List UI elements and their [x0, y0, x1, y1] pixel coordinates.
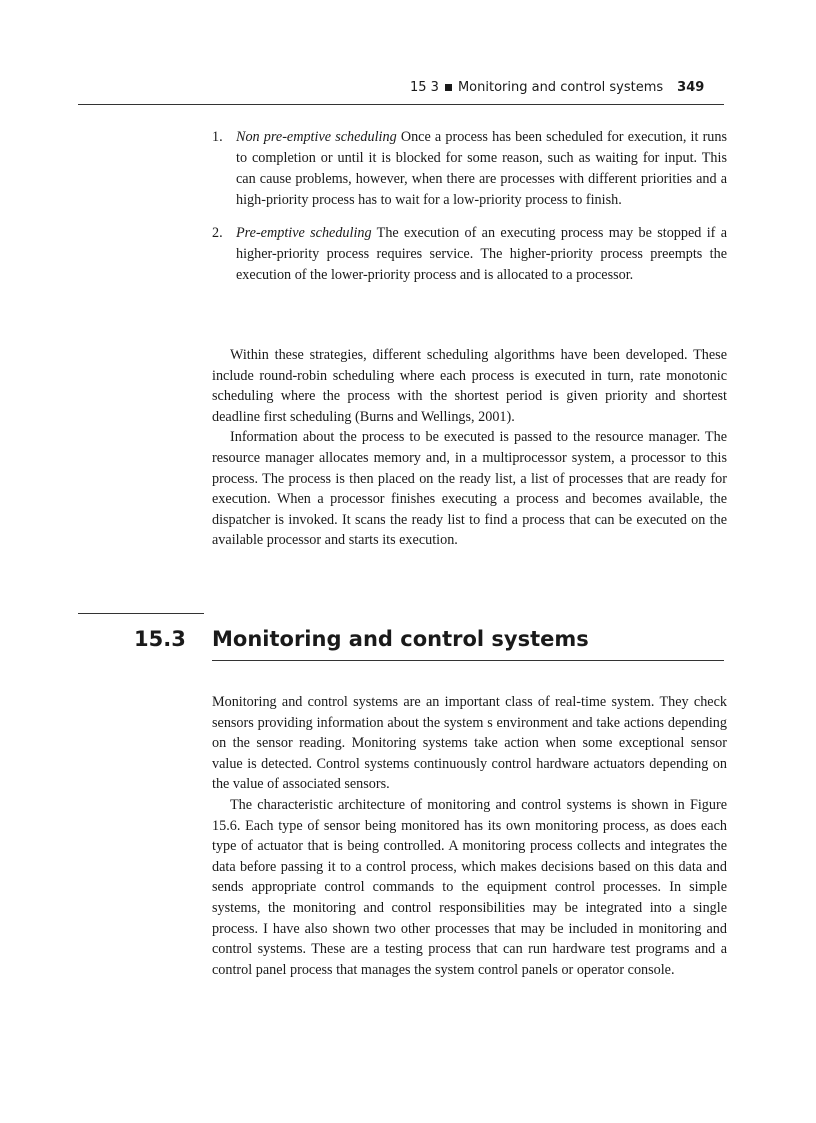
running-head: [410, 79, 723, 97]
page-number: 349: [677, 80, 705, 95]
running-head-title: Monitoring and control systems: [457, 80, 664, 95]
paragraph: Within these strategies, different scheduling algorithms have been developed. These include round-robin scheduling where each process is executed in turn, rate monotonic scheduling where the process with the shortest period is given priority and shortest deadline first scheduling (Burns and Wellings, 2001).: [212, 347, 727, 425]
paragraph: The characteristic architecture of monitoring and control systems is shown in Figure 15.6. Each type of sensor being monitored has its own monitoring process, as does each type of actuator that is being controlled. A monitoring process collects and integrates the data before passing it to a control process, which makes decisions based on this data and sends appropriate control commands to the equipment control processes. In simple systems, the monitoring and control responsibilities may be integrated into a single process. I have also shown two other processes that may be included in monitoring and control systems. These are a testing process that can run hardware test programs and a control panel process that manages the system control panels or operator console.: [212, 796, 727, 978]
header-rule: [78, 104, 724, 105]
running-head-section: 15 3: [410, 80, 439, 95]
section-title: Monitoring and control systems: [212, 627, 589, 651]
list-item-term: Pre-emptive scheduling: [236, 225, 372, 241]
body-text-upper: [212, 345, 727, 551]
list-item-number: 2.: [212, 225, 223, 241]
paragraph: Monitoring and control systems are an important class of real-time system. They check sensors providing information about the system s environment and take actions depending on the sensor reading. Monitoring systems take action when some exceptional sensor value is detected. Control systems continuously control hardware actuators depending on the value of associated sensors.: [212, 694, 727, 793]
scheduling-list: [212, 127, 727, 298]
list-item-number: 1.: [212, 129, 223, 145]
square-bullet-icon: [445, 84, 452, 91]
list-item-text: The execution of an executing process may be stopped if a higher-priority process requires service. The higher-priority process preempts the execution of the lower-priority process and is allocated to a processor.: [236, 225, 727, 283]
list-item: [212, 127, 727, 211]
list-item: [212, 223, 727, 286]
section-number: 15.3: [134, 627, 186, 651]
body-text-lower: [212, 692, 727, 980]
section-rule-long: [212, 660, 724, 661]
list-item-text: Once a process has been scheduled for execution, it runs to completion or until it is blocked for some reason, such as waiting for input. This can cause problems, however, when there are processes with different priorities and a high-priority process has to wait for a low-priority process to finish.: [236, 129, 728, 208]
section-rule-short: [78, 613, 204, 614]
paragraph: Information about the process to be executed is passed to the resource manager. The resource manager allocates memory and, in a multiprocessor system, a processor to this process. The process is then placed on the ready list, a list of processes that are ready for execution. When a processor finishes executing a process and becomes available, the dispatcher is invoked. It scans the ready list to find a process that can be executed on the available processor and starts its execution.: [212, 429, 727, 549]
section-heading: [134, 626, 724, 656]
list-item-term: Non pre-emptive scheduling: [236, 129, 397, 145]
